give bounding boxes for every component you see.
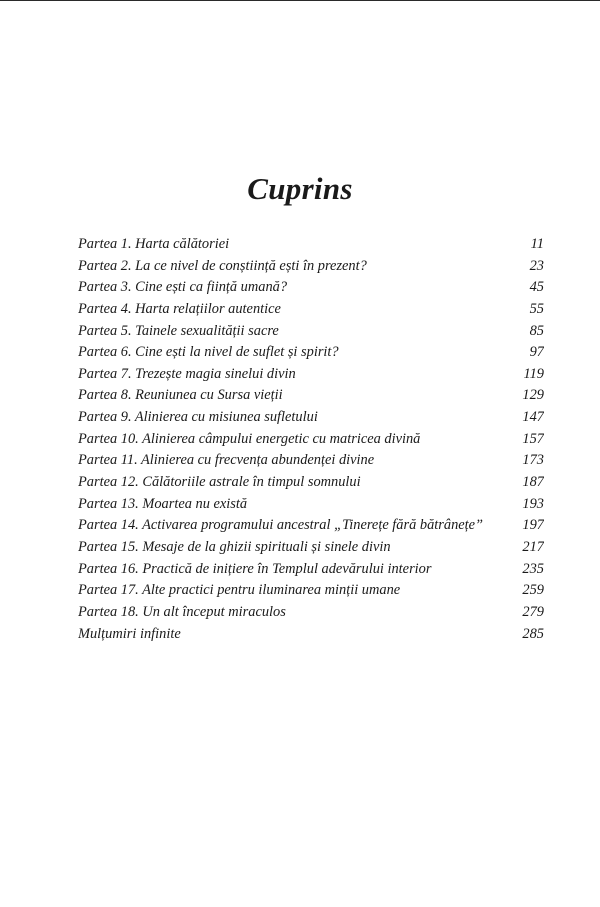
- toc-entry-title: Partea 16. Practică de inițiere în Templul adevărului interior: [78, 560, 432, 577]
- toc-entry-title: Partea 13. Moartea nu există: [78, 495, 248, 512]
- toc-entry[interactable]: [78, 321, 544, 343]
- toc-entry-title: Partea 5. Tainele sexualității sacre: [78, 322, 279, 339]
- toc-entry-title: Partea 18. Un alt început miraculos: [78, 603, 286, 620]
- toc-entry-page-number: 193: [522, 495, 544, 512]
- toc-entry-title: Partea 9. Alinierea cu misiunea sufletului: [78, 409, 318, 426]
- toc-entry-title: Partea 4. Harta relațiilor autentice: [78, 300, 281, 317]
- toc-entry-page-number: 279: [522, 603, 544, 620]
- toc-entry-page-number: 235: [522, 560, 544, 577]
- toc-entry-title: Partea 15. Mesaje de la ghizii spirituali și sinele divin: [78, 538, 391, 555]
- toc-entry-page-number: 55: [529, 300, 544, 317]
- toc-entry-title: Partea 2. La ce nivel de conștiință ești în prezent?: [78, 257, 367, 274]
- toc-entry[interactable]: [78, 407, 544, 429]
- table-of-contents: [78, 234, 544, 645]
- toc-entry[interactable]: [78, 515, 544, 537]
- toc-entry-page-number: 187: [522, 474, 544, 491]
- toc-entry[interactable]: [78, 277, 544, 299]
- toc-entry-title: Partea 12. Călătoriile astrale în timpul somnului: [78, 474, 361, 491]
- toc-entry[interactable]: [78, 299, 544, 321]
- toc-entry-title: Partea 11. Alinierea cu frecvența abundenței divine: [78, 452, 375, 469]
- toc-entry-page-number: 157: [522, 430, 544, 447]
- toc-entry-page-number: 217: [522, 538, 544, 555]
- toc-entry-title: Partea 3. Cine ești ca ființă umană?: [78, 279, 288, 296]
- toc-entry-page-number: 97: [529, 344, 544, 361]
- toc-entry-page-number: 119: [523, 365, 544, 382]
- toc-entry-title: Partea 7. Trezește magia sinelui divin: [78, 365, 296, 382]
- toc-entry-page-number: 259: [522, 582, 544, 599]
- toc-entry[interactable]: [78, 624, 544, 646]
- toc-entry[interactable]: [78, 256, 544, 278]
- toc-entry[interactable]: [78, 580, 544, 602]
- toc-entry-title: Partea 8. Reuniunea cu Sursa vieții: [78, 387, 283, 404]
- toc-entry[interactable]: [78, 494, 544, 516]
- toc-entry-page-number: 173: [522, 452, 544, 469]
- toc-entry-page-number: 147: [522, 409, 544, 426]
- toc-entry[interactable]: [78, 472, 544, 494]
- page-title: Cuprins: [247, 170, 353, 206]
- toc-entry[interactable]: [78, 602, 544, 624]
- toc-entry-page-number: 285: [522, 625, 544, 642]
- toc-entry[interactable]: [78, 342, 544, 364]
- toc-entry[interactable]: [78, 450, 544, 472]
- toc-entry-title: Partea 14. Activarea programului ancestral „Tinerețe fără bătrânețe”: [78, 517, 484, 534]
- toc-entry-page-number: 129: [522, 387, 544, 404]
- toc-entry[interactable]: [78, 559, 544, 581]
- page-top-border: [0, 0, 600, 1]
- toc-entry[interactable]: [78, 234, 544, 256]
- toc-entry-page-number: 23: [529, 257, 544, 274]
- toc-entry-title: Mulțumiri infinite: [78, 625, 181, 642]
- toc-entry-title: Partea 6. Cine ești la nivel de suflet și spirit?: [78, 344, 339, 361]
- toc-entry-page-number: 45: [529, 279, 544, 296]
- toc-entry[interactable]: [78, 429, 544, 451]
- toc-entry[interactable]: [78, 364, 544, 386]
- toc-entry-title: Partea 10. Alinierea câmpului energetic cu matricea divină: [78, 430, 421, 447]
- toc-entry-title: Partea 1. Harta călătoriei: [78, 236, 230, 252]
- toc-entry-page-number: 11: [530, 236, 544, 252]
- toc-entry-page-number: 197: [522, 517, 544, 534]
- toc-entry-page-number: 85: [529, 322, 544, 339]
- toc-entry[interactable]: [78, 537, 544, 559]
- toc-entry-title: Partea 17. Alte practici pentru iluminarea minții umane: [78, 582, 401, 599]
- toc-entry[interactable]: [78, 385, 544, 407]
